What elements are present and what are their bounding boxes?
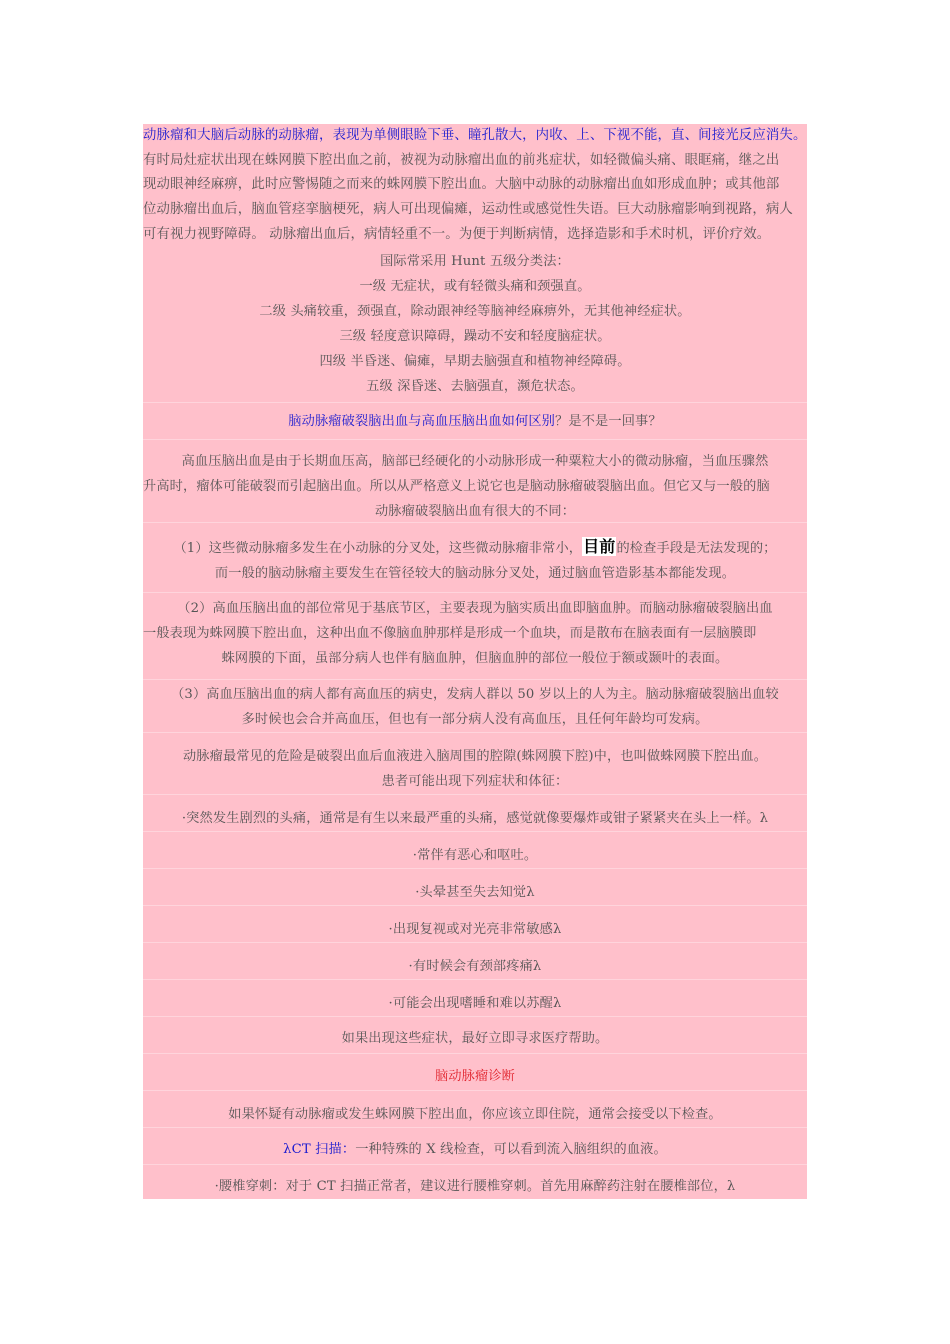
ct-scan-label: λCT 扫描： (283, 1142, 356, 1157)
symptom-item: ·出现复视或对光亮非常敏感λ (143, 905, 807, 942)
hunt-level-4: 四级 半昏迷、偏瘫，早期去脑强直和植物神经障碍。 (319, 354, 631, 369)
paragraph-line: 高血压脑出血是由于长期血压高，脑部已经硬化的小动脉形成一种粟粒大小的微动脉瘤，当血压骤然 (181, 454, 769, 469)
advice-line: 如果出现这些症状，最好立即寻求医疗帮助。 (143, 1016, 807, 1051)
ct-scan-text: 一种特殊的 X 线检查，可以看到流入脑组织的血液。 (355, 1142, 667, 1157)
point-2 (143, 592, 807, 671)
intro-line: 现动眼神经麻痹，此时应警惕随之而来的蛛网膜下腔出血。大脑中动脉的动脉瘤出血如形成血肿；或其他部 (143, 177, 780, 193)
ct-scan-item (143, 1127, 807, 1162)
point-1-highlight: 目前 (583, 537, 616, 556)
symptom-item: ·有时候会有颈部疼痛λ (143, 942, 807, 979)
point-1-pre: （1）这些微动脉瘤多发生在小动脉的分叉处，这些微动脉瘤非常小， (173, 541, 583, 556)
hunt-level-1: 一级 无症状，或有轻微头痛和颈强直。 (359, 279, 591, 294)
symptom-item: ·常伴有恶心和呕吐。 (143, 831, 807, 868)
document-panel (143, 124, 807, 1199)
point-2-line: （2）高血压脑出血的部位常见于基底节区，主要表现为脑实质出血即脑血肿。而脑动脉瘤破裂脑出血 (177, 601, 773, 616)
intro-line: 有时局灶症状出现在蛛网膜下腔出血之前，被视为动脉瘤出血的前兆症状，如轻微偏头痛、眼眶痛，继之出 (143, 152, 780, 168)
question-blue-text: 脑动脉瘤破裂脑出血与高血压脑出血如何区别 (288, 414, 556, 429)
point-2-line: 一般表现为蛛网膜下腔出血，这种出血不像脑血肿那样是形成一个血块，而是散布在脑表面有一层脑膜即 (143, 626, 757, 641)
danger-line: 动脉瘤最常见的危险是破裂出血后血液进入脑周围的腔隙(蛛网膜下腔)中，也叫做蛛网膜下腔出血。 (182, 749, 768, 764)
point-1-post: 的检查手段是无法发现的； (616, 541, 777, 556)
paragraph-line: 升高时，瘤体可能破裂而引起脑出血。所以从严格意义上说它也是脑动脉瘤破裂脑出血。但它又与一般的脑 (143, 479, 770, 494)
paragraph-line: 动脉瘤破裂脑出血有很大的不同： (374, 504, 576, 519)
danger-paragraph (143, 732, 807, 794)
point-2-line: 蛛网膜的下面，虽部分病人也伴有脑血肿，但脑血肿的部位一般位于额或颞叶的表面。 (221, 651, 729, 666)
symptom-item: ·头晕甚至失去知觉λ (143, 868, 807, 905)
question-heading (143, 402, 807, 434)
point-3-line: 多时候也会合并高血压，但也有一部分病人没有高血压，且任何年龄均可发病。 (241, 712, 709, 727)
hunt-level-5: 五级 深昏迷、去脑强直，濒危状态。 (366, 379, 584, 394)
hunt-title: 国际常采用 Hunt 五级分类法： (380, 254, 570, 269)
symptom-item: ·可能会出现嗜睡和难以苏醒λ (143, 979, 807, 1016)
intro-first-line: 动脉瘤和大脑后动脉的动脉瘤，表现为单侧眼睑下垂、瞳孔散大，内收、上、下视不能，直、间接光反应消失。 (143, 128, 807, 143)
diagnosis-intro: 如果怀疑有动脉瘤或发生蛛网膜下腔出血，你应该立即住院，通常会接受以下检查。 (143, 1090, 807, 1127)
point-1 (143, 522, 807, 586)
lumbar-puncture-item: ·腰椎穿刺：对于 CT 扫描正常者，建议进行腰椎穿刺。首先用麻醉药注射在腰椎部位，λ (143, 1164, 807, 1199)
point-1-line-1 (143, 534, 807, 561)
intro-line: 位动脉瘤出血后，脑血管痉挛脑梗死，病人可出现偏瘫，运动性或感觉性失语。巨大动脉瘤影响到视路，病人 (143, 202, 793, 218)
intro-line: 可有视力视野障碍。 动脉瘤出血后，病情轻重不一。为便于判断病情，选择造影和手术时机，评价疗效。 (143, 226, 771, 242)
hunt-level-2: 二级 头痛较重，颈强直，除动跟神经等脑神经麻痹外，无其他神经症状。 (259, 304, 691, 319)
hunt-classification (143, 249, 807, 399)
point-3 (143, 679, 807, 732)
paragraph-hypertension (143, 439, 807, 524)
point-1-line-2: 而一般的脑动脉瘤主要发生在管径较大的脑动脉分叉处，通过脑血管造影基本都能发现。 (214, 566, 736, 581)
symptom-item: ·突然发生剧烈的头痛，通常是有生以来最严重的头痛，感觉就像要爆炸或钳子紧紧夹在头上一样。λ (143, 794, 807, 831)
hunt-level-3: 三级 轻度意识障碍，躁动不安和轻度脑症状。 (339, 329, 611, 344)
diagnosis-heading: 脑动脉瘤诊断 (143, 1053, 807, 1089)
intro-paragraph (143, 124, 807, 248)
question-rest-text: ？是不是一回事？ (555, 414, 662, 429)
point-3-line: （3）高血压脑出血的病人都有高血压的病史，发病人群以 50 岁以上的人为主。脑动脉瘤破裂脑出血较 (171, 687, 779, 702)
danger-line: 患者可能出现下列症状和体征： (381, 774, 569, 789)
